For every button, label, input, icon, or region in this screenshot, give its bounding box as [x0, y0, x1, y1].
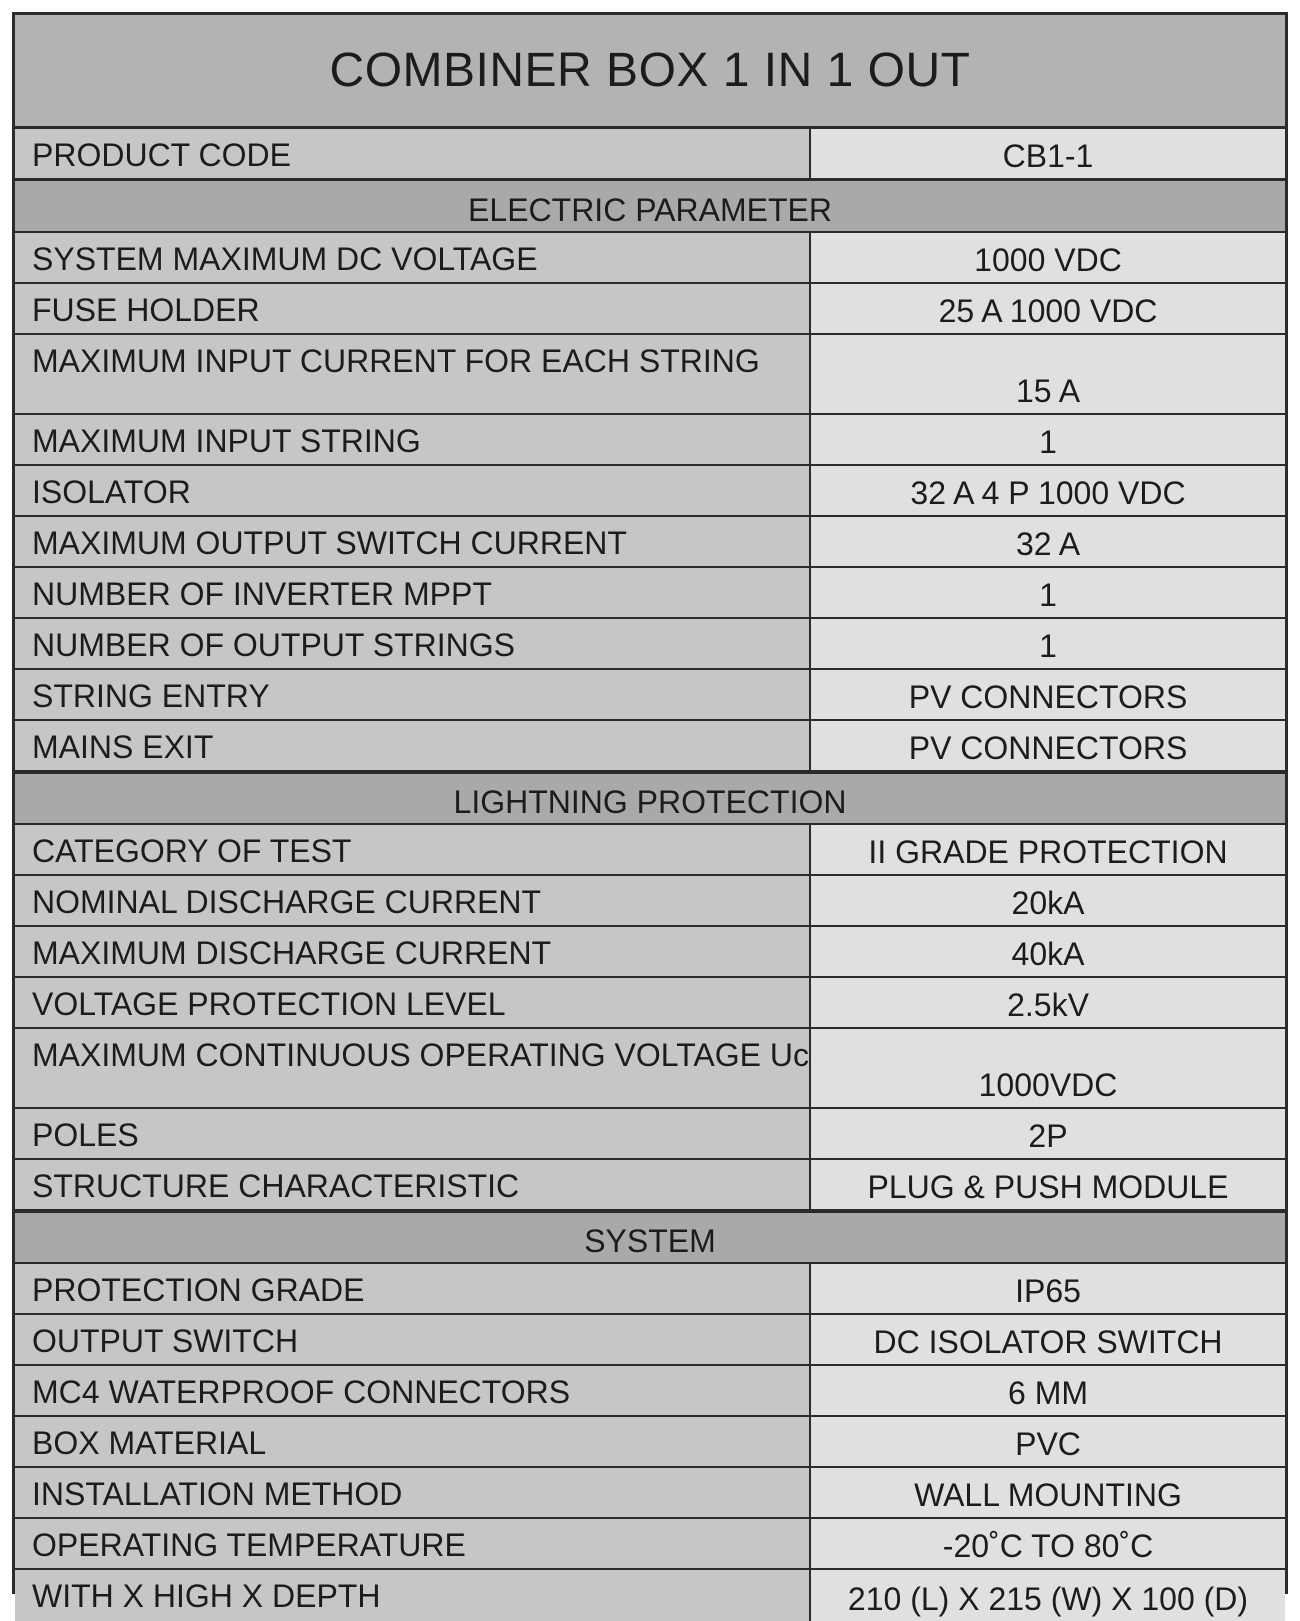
- row-value: 25 A 1000 VDC: [811, 284, 1285, 333]
- table-row: [15, 1264, 1285, 1315]
- row-value: PV CONNECTORS: [811, 721, 1285, 770]
- row-value: PLUG & PUSH MODULE: [811, 1160, 1285, 1209]
- row-label: OUTPUT SWITCH: [15, 1315, 811, 1364]
- table-row: [15, 1417, 1285, 1468]
- table-row: [15, 1029, 1285, 1109]
- row-value: II GRADE PROTECTION: [811, 825, 1285, 874]
- row-label: MAXIMUM OUTPUT SWITCH CURRENT: [15, 517, 811, 566]
- row-value: DC ISOLATOR SWITCH: [811, 1315, 1285, 1364]
- row-label: NUMBER OF OUTPUT STRINGS: [15, 619, 811, 668]
- table-row: [15, 335, 1285, 415]
- row-label: FUSE HOLDER: [15, 284, 811, 333]
- table-row: [15, 876, 1285, 927]
- spec-sheet: [12, 12, 1288, 1617]
- row-label: INSTALLATION METHOD: [15, 1468, 811, 1517]
- table-row: [15, 284, 1285, 335]
- table-row: [15, 1519, 1285, 1570]
- row-value: 1: [811, 568, 1285, 617]
- table-row: [15, 1109, 1285, 1160]
- row-value: 40kA: [811, 927, 1285, 976]
- table-row: [15, 825, 1285, 876]
- table-row: [15, 1570, 1285, 1621]
- row-label: POLES: [15, 1109, 811, 1158]
- row-label: NOMINAL DISCHARGE CURRENT: [15, 876, 811, 925]
- row-label: WITH X HIGH X DEPTH: [15, 1570, 811, 1621]
- row-value: 1000 VDC: [811, 233, 1285, 282]
- row-value: PV CONNECTORS: [811, 670, 1285, 719]
- table-row: [15, 670, 1285, 721]
- row-label: MAINS EXIT: [15, 721, 811, 770]
- row-value: 2P: [811, 1109, 1285, 1158]
- row-value: PVC: [811, 1417, 1285, 1466]
- table-row: [15, 1366, 1285, 1417]
- row-label: VOLTAGE PROTECTION LEVEL: [15, 978, 811, 1027]
- section-heading-lightning: LIGHTNING PROTECTION: [15, 772, 1285, 825]
- row-value: 20kA: [811, 876, 1285, 925]
- row-label: NUMBER OF INVERTER MPPT: [15, 568, 811, 617]
- row-label: PRODUCT CODE: [15, 129, 811, 178]
- section-heading-system: SYSTEM: [15, 1211, 1285, 1264]
- row-value: 1: [811, 619, 1285, 668]
- row-value: 1: [811, 415, 1285, 464]
- row-label: MAXIMUM INPUT CURRENT FOR EACH STRING: [15, 335, 811, 413]
- table-row: [15, 415, 1285, 466]
- table-row: [15, 978, 1285, 1029]
- table-row: [15, 721, 1285, 772]
- product-code-row: [15, 129, 1285, 180]
- row-label: MC4 WATERPROOF CONNECTORS: [15, 1366, 811, 1415]
- table-row: [15, 619, 1285, 670]
- row-label: MAXIMUM CONTINUOUS OPERATING VOLTAGE Uc: [15, 1029, 811, 1107]
- row-label: SYSTEM MAXIMUM DC VOLTAGE: [15, 233, 811, 282]
- row-label: OPERATING TEMPERATURE: [15, 1519, 811, 1568]
- row-value: 1000VDC: [811, 1029, 1285, 1107]
- row-label: CATEGORY OF TEST: [15, 825, 811, 874]
- table-row: [15, 233, 1285, 284]
- table-row: [15, 466, 1285, 517]
- row-value: 32 A: [811, 517, 1285, 566]
- row-value: 210 (L) X 215 (W) X 100 (D): [811, 1570, 1285, 1621]
- table-row: [15, 517, 1285, 568]
- row-label: STRUCTURE CHARACTERISTIC: [15, 1160, 811, 1209]
- row-label: PROTECTION GRADE: [15, 1264, 811, 1313]
- row-value: 2.5kV: [811, 978, 1285, 1027]
- page-title: COMBINER BOX 1 IN 1 OUT: [15, 15, 1285, 129]
- row-label: MAXIMUM DISCHARGE CURRENT: [15, 927, 811, 976]
- row-value: 32 A 4 P 1000 VDC: [811, 466, 1285, 515]
- row-value: CB1-1: [811, 129, 1285, 178]
- row-label: STRING ENTRY: [15, 670, 811, 719]
- row-value: 15 A: [811, 335, 1285, 413]
- row-label: ISOLATOR: [15, 466, 811, 515]
- row-value: 6 MM: [811, 1366, 1285, 1415]
- row-label: MAXIMUM INPUT STRING: [15, 415, 811, 464]
- section-heading-electric: ELECTRIC PARAMETER: [15, 180, 1285, 233]
- table-row: [15, 568, 1285, 619]
- row-value: -20˚C TO 80˚C: [811, 1519, 1285, 1568]
- row-label: BOX MATERIAL: [15, 1417, 811, 1466]
- row-value: WALL MOUNTING: [811, 1468, 1285, 1517]
- table-row: [15, 1160, 1285, 1211]
- table-row: [15, 1468, 1285, 1519]
- table-row: [15, 1315, 1285, 1366]
- table-row: [15, 927, 1285, 978]
- row-value: IP65: [811, 1264, 1285, 1313]
